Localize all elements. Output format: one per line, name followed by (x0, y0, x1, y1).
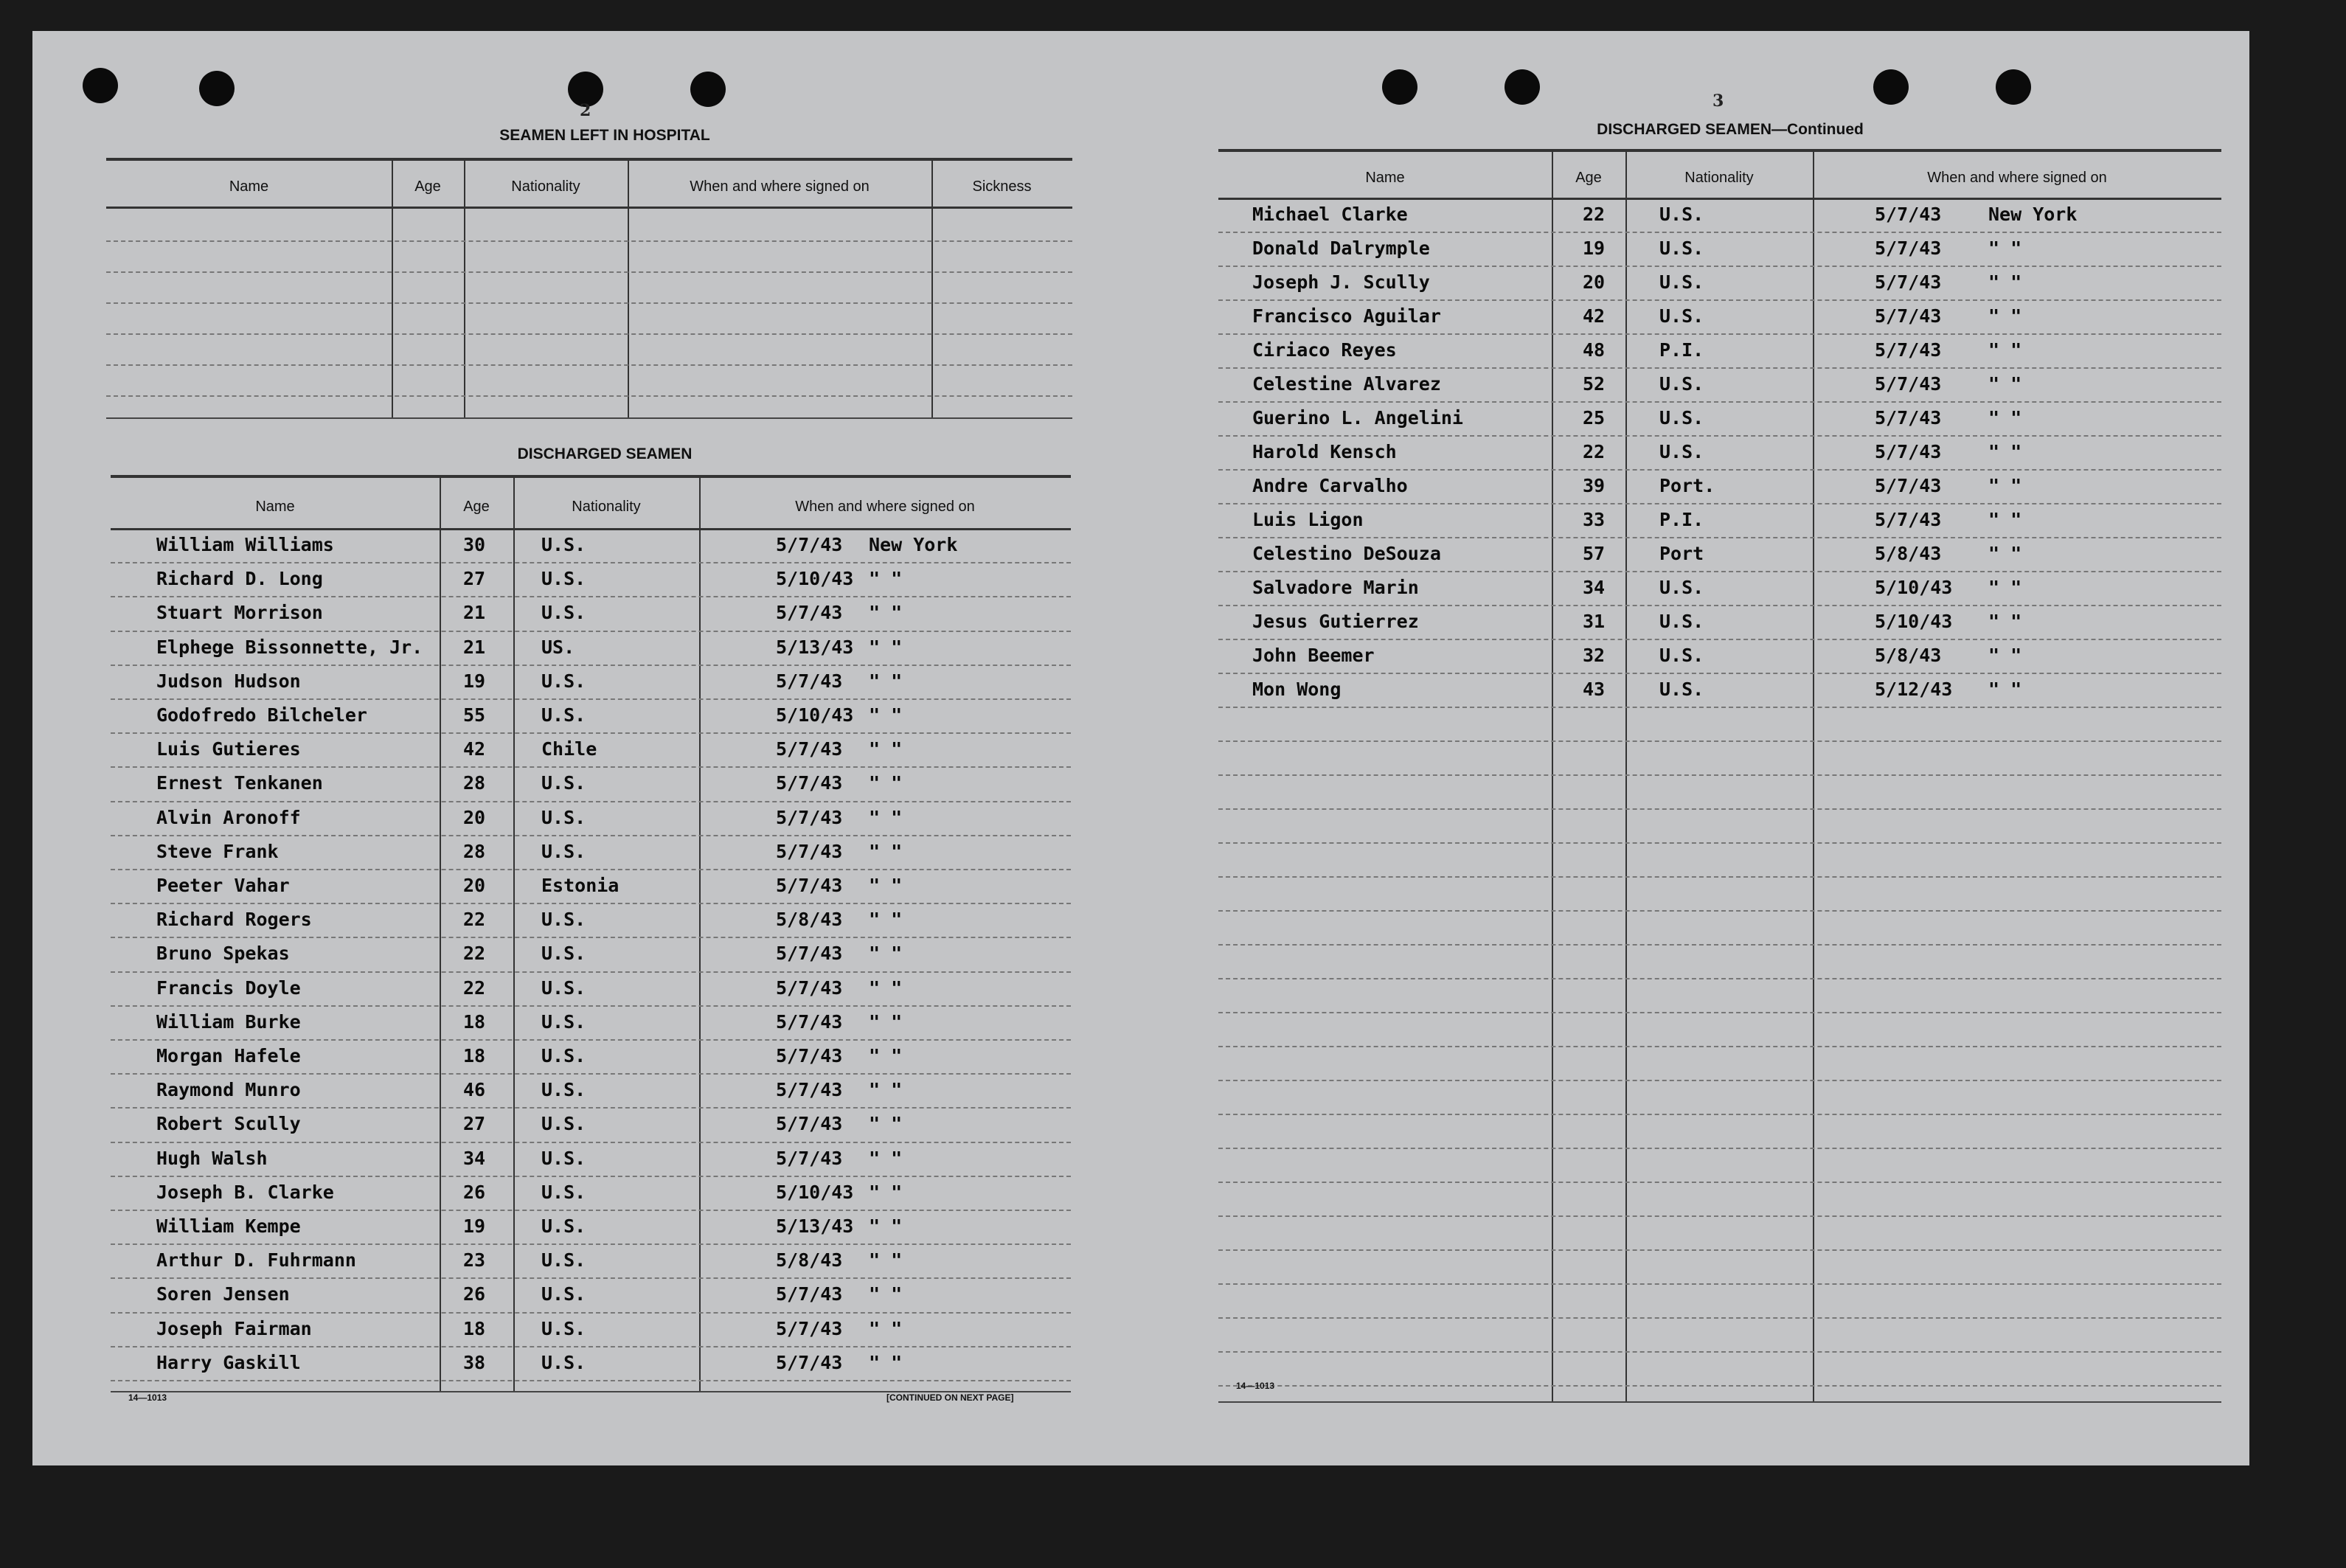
signed-on-date: 5/7/43 (776, 976, 843, 999)
seaman-name: Arthur D. Fuhrmann (156, 1249, 356, 1272)
seaman-name: Donald Dalrymple (1252, 237, 1430, 259)
table-row (111, 1143, 1071, 1177)
seaman-name: William Kempe (156, 1215, 301, 1237)
signed-on-date: 5/10/43 (1875, 577, 1953, 598)
table-row (1218, 572, 2221, 606)
discharged-continued-table (1218, 149, 2221, 1403)
table-row (111, 700, 1071, 734)
seaman-age: 21 (463, 636, 486, 658)
signed-on-place: " " (1988, 611, 2022, 632)
seaman-name: Steve Frank (156, 840, 279, 862)
seaman-age: 23 (463, 1249, 486, 1272)
header-age: Age (1575, 170, 1602, 186)
seaman-age: 55 (463, 704, 486, 726)
table-row (111, 1109, 1071, 1142)
header-name: Name (229, 178, 269, 195)
seaman-age: 48 (1583, 339, 1606, 361)
signed-on-place: " " (869, 602, 903, 624)
seaman-name: Alvin Aronoff (156, 806, 301, 828)
seaman-name: Robert Scully (156, 1113, 301, 1135)
seaman-name: Ciriaco Reyes (1252, 339, 1397, 361)
seaman-name: Peeter Vahar (156, 875, 290, 896)
hospital-table-header (106, 161, 1072, 209)
seaman-name: Stuart Morrison (156, 602, 323, 624)
signed-on-place: " " (869, 1351, 903, 1373)
seaman-name: Celestine Alvarez (1252, 373, 1441, 395)
table-row (111, 1177, 1071, 1211)
signed-on-place: " " (869, 1079, 903, 1101)
signed-on-place: " " (869, 1283, 903, 1305)
table-row (1218, 674, 2221, 708)
header-signed-on: When and where signed on (795, 499, 975, 515)
seaman-age: 26 (463, 1283, 486, 1305)
seaman-name: Mon Wong (1252, 679, 1342, 700)
signed-on-place: " " (1988, 339, 2022, 361)
hospital-table (106, 158, 1072, 419)
signed-on-place: " " (869, 909, 903, 931)
signed-on-place: " " (869, 840, 903, 862)
table-row (111, 904, 1071, 938)
signed-on-place: " " (869, 1010, 903, 1033)
seaman-name: Godofredo Bilcheler (156, 704, 367, 726)
continued-note: [CONTINUED ON NEXT PAGE] (886, 1392, 1014, 1403)
seaman-name: Celestino DeSouza (1252, 543, 1441, 564)
page-number: 2 (580, 101, 591, 120)
seaman-age: 43 (1583, 679, 1606, 700)
signed-on-date: 5/7/43 (776, 602, 843, 624)
seaman-age: 22 (463, 943, 486, 965)
signed-on-place: " " (869, 636, 903, 658)
signed-on-place: " " (1988, 577, 2022, 598)
seaman-age: 22 (463, 909, 486, 931)
seaman-nationality: U.S. (1659, 441, 1704, 462)
seaman-nationality: U.S. (541, 1147, 586, 1169)
header-nationality: Nationality (511, 178, 580, 195)
signed-on-place: " " (1988, 373, 2022, 395)
table-row (1218, 640, 2221, 674)
seaman-name: Andre Carvalho (1252, 475, 1408, 496)
seaman-age: 18 (463, 1317, 486, 1339)
signed-on-date: 5/7/43 (776, 1351, 843, 1373)
signed-on-place: " " (1988, 237, 2022, 259)
signed-on-date: 5/7/43 (776, 670, 843, 692)
signed-on-place: " " (1988, 543, 2022, 564)
seaman-nationality: US. (541, 636, 575, 658)
table-row (1218, 369, 2221, 403)
seaman-age: 33 (1583, 509, 1606, 530)
header-nationality: Nationality (572, 499, 641, 515)
seaman-name: Luis Ligon (1252, 509, 1364, 530)
seaman-name: Harold Kensch (1252, 441, 1397, 462)
seaman-age: 21 (463, 602, 486, 624)
signed-on-date: 5/7/43 (776, 1317, 843, 1339)
signed-on-date: 5/7/43 (776, 1113, 843, 1135)
seaman-nationality: U.S. (1659, 611, 1704, 632)
seaman-nationality: U.S. (1659, 679, 1704, 700)
signed-on-date: 5/13/43 (776, 636, 854, 658)
signed-on-date: 5/8/43 (1875, 645, 1942, 666)
signed-on-place: " " (869, 976, 903, 999)
table-row (111, 802, 1071, 836)
table-row (111, 973, 1071, 1007)
seaman-nationality: U.S. (1659, 577, 1704, 598)
signed-on-date: 5/12/43 (1875, 679, 1953, 700)
punch-hole (1382, 69, 1417, 105)
signed-on-date: 5/7/43 (1875, 305, 1942, 327)
seaman-name: Michael Clarke (1252, 204, 1408, 225)
seaman-name: Joseph Fairman (156, 1317, 312, 1339)
seaman-age: 28 (463, 840, 486, 862)
table-row (111, 597, 1071, 631)
seaman-age: 22 (463, 976, 486, 999)
seaman-age: 34 (463, 1147, 486, 1169)
signed-on-place: " " (869, 1215, 903, 1237)
signed-on-date: 5/7/43 (776, 875, 843, 896)
signed-on-date: 5/7/43 (776, 1045, 843, 1066)
table-row (111, 768, 1071, 802)
header-name: Name (255, 499, 295, 515)
seaman-nationality: U.S. (541, 602, 586, 624)
table-row (111, 1007, 1071, 1041)
table-row (111, 870, 1071, 904)
seaman-nationality: U.S. (541, 1215, 586, 1237)
seaman-age: 57 (1583, 543, 1606, 564)
seaman-age: 42 (463, 738, 486, 760)
seaman-nationality: U.S. (541, 704, 586, 726)
form-number: 14—1013 (128, 1392, 167, 1403)
seaman-nationality: Chile (541, 738, 597, 760)
seaman-nationality: U.S. (541, 1181, 586, 1203)
seaman-age: 22 (1583, 204, 1606, 225)
seaman-nationality: U.S. (541, 1010, 586, 1033)
discharged-table (111, 475, 1071, 1392)
seaman-name: William Burke (156, 1010, 301, 1033)
seaman-name: Jesus Gutierrez (1252, 611, 1419, 632)
signed-on-place: " " (869, 704, 903, 726)
seaman-nationality: U.S. (541, 806, 586, 828)
seaman-nationality: U.S. (541, 568, 586, 590)
punch-hole (199, 71, 235, 106)
page-number: 3 (1712, 91, 1724, 111)
seaman-name: Francisco Aguilar (1252, 305, 1441, 327)
table-row (111, 666, 1071, 700)
signed-on-place: New York (869, 534, 958, 555)
signed-on-place: " " (1988, 509, 2022, 530)
signed-on-date: 5/7/43 (1875, 441, 1942, 462)
section-title-discharged-continued: DISCHARGED SEAMEN—Continued (1597, 121, 1864, 138)
seaman-name: John Beemer (1252, 645, 1375, 666)
signed-on-place: " " (1988, 271, 2022, 293)
table-row (1218, 471, 2221, 504)
signed-on-place: " " (869, 1181, 903, 1203)
table-row (1218, 538, 2221, 572)
signed-on-date: 5/7/43 (1875, 204, 1942, 225)
seaman-age: 28 (463, 772, 486, 794)
signed-on-place: " " (869, 1249, 903, 1272)
seaman-nationality: U.S. (1659, 237, 1704, 259)
seaman-name: Soren Jensen (156, 1283, 290, 1305)
signed-on-place: " " (869, 1317, 903, 1339)
signed-on-place: " " (869, 943, 903, 965)
signed-on-date: 5/7/43 (1875, 509, 1942, 530)
seaman-nationality: U.S. (1659, 373, 1704, 395)
seaman-name: Bruno Spekas (156, 943, 290, 965)
table-row (1218, 504, 2221, 538)
seaman-name: Elphege Bissonnette, Jr. (156, 636, 423, 658)
table-row (111, 530, 1071, 563)
table-row (111, 836, 1071, 870)
section-title-discharged: DISCHARGED SEAMEN (517, 445, 693, 462)
seaman-age: 18 (463, 1045, 486, 1066)
signed-on-date: 5/10/43 (776, 704, 854, 726)
seaman-nationality: U.S. (541, 976, 586, 999)
seaman-nationality: U.S. (541, 943, 586, 965)
table-row (111, 563, 1071, 597)
signed-on-date: 5/8/43 (776, 1249, 843, 1272)
signed-on-place: New York (1988, 204, 2078, 225)
table-row (111, 1245, 1071, 1279)
signed-on-place: " " (869, 806, 903, 828)
seaman-age: 20 (463, 875, 486, 896)
signed-on-date: 5/8/43 (1875, 543, 1942, 564)
signed-on-date: 5/7/43 (776, 1010, 843, 1033)
seaman-age: 34 (1583, 577, 1606, 598)
header-signed-on: When and where signed on (1927, 170, 2107, 186)
table-row (111, 1347, 1071, 1381)
discharged-table-header (111, 478, 1071, 530)
punch-hole (1873, 69, 1909, 105)
seaman-nationality: U.S. (541, 670, 586, 692)
signed-on-date: 5/7/43 (1875, 271, 1942, 293)
punch-hole (1996, 69, 2031, 105)
form-number: 14—1013 (1236, 1381, 1275, 1391)
signed-on-place: " " (869, 875, 903, 896)
seaman-nationality: U.S. (541, 1113, 586, 1135)
seaman-name: Raymond Munro (156, 1079, 301, 1101)
signed-on-date: 5/10/43 (776, 1181, 854, 1203)
seaman-age: 52 (1583, 373, 1606, 395)
document-sheet (32, 31, 2249, 1465)
signed-on-date: 5/13/43 (776, 1215, 854, 1237)
signed-on-place: " " (869, 1045, 903, 1066)
signed-on-date: 5/7/43 (776, 806, 843, 828)
seaman-age: 22 (1583, 441, 1606, 462)
seaman-age: 27 (463, 568, 486, 590)
signed-on-place: " " (1988, 441, 2022, 462)
seaman-nationality: U.S. (1659, 407, 1704, 429)
seaman-nationality: Estonia (541, 875, 620, 896)
seaman-age: 19 (463, 1215, 486, 1237)
signed-on-date: 5/7/43 (776, 1079, 843, 1101)
seaman-name: William Williams (156, 534, 334, 555)
seaman-name: Joseph B. Clarke (156, 1181, 334, 1203)
seaman-age: 46 (463, 1079, 486, 1101)
signed-on-place: " " (1988, 645, 2022, 666)
table-row (1218, 606, 2221, 640)
seaman-nationality: U.S. (541, 1283, 586, 1305)
punch-hole (1505, 69, 1540, 105)
signed-on-place: " " (869, 568, 903, 590)
seaman-nationality: U.S. (541, 534, 586, 555)
signed-on-date: 5/7/43 (1875, 339, 1942, 361)
table-row (111, 1211, 1071, 1245)
header-age: Age (414, 178, 441, 195)
signed-on-place: " " (869, 1113, 903, 1135)
signed-on-place: " " (1988, 305, 2022, 327)
signed-on-date: 5/7/43 (776, 840, 843, 862)
seaman-nationality: Port (1659, 543, 1704, 564)
seaman-name: Harry Gaskill (156, 1351, 301, 1373)
signed-on-place: " " (869, 738, 903, 760)
seaman-nationality: U.S. (1659, 645, 1704, 666)
signed-on-date: 5/8/43 (776, 909, 843, 931)
header-name: Name (1365, 170, 1405, 186)
signed-on-place: " " (1988, 407, 2022, 429)
signed-on-date: 5/7/43 (1875, 475, 1942, 496)
table-row (1218, 437, 2221, 471)
table-row (1218, 267, 2221, 301)
seaman-age: 39 (1583, 475, 1606, 496)
signed-on-date: 5/7/43 (776, 943, 843, 965)
seaman-name: Luis Gutieres (156, 738, 301, 760)
signed-on-date: 5/7/43 (776, 534, 843, 555)
seaman-nationality: U.S. (541, 1317, 586, 1339)
table-row (111, 1075, 1071, 1109)
seaman-age: 31 (1583, 611, 1606, 632)
header-sickness: Sickness (972, 178, 1032, 195)
discharged-continued-table-header (1218, 152, 2221, 200)
seaman-name: Francis Doyle (156, 976, 301, 999)
table-row (111, 1314, 1071, 1347)
signed-on-place: " " (1988, 679, 2022, 700)
seaman-nationality: U.S. (541, 840, 586, 862)
table-row (111, 632, 1071, 666)
table-row (1218, 199, 2221, 233)
signed-on-date: 5/7/43 (776, 772, 843, 794)
seaman-nationality: P.I. (1659, 339, 1704, 361)
seaman-name: Morgan Hafele (156, 1045, 301, 1066)
seaman-name: Richard D. Long (156, 568, 323, 590)
table-row (1218, 233, 2221, 267)
seaman-age: 20 (463, 806, 486, 828)
table-row (1218, 301, 2221, 335)
seaman-name: Hugh Walsh (156, 1147, 268, 1169)
header-age: Age (463, 499, 490, 515)
section-title-hospital: SEAMEN LEFT IN HOSPITAL (499, 127, 710, 144)
table-row (111, 1279, 1071, 1313)
table-row (1218, 335, 2221, 369)
seaman-nationality: U.S. (541, 1079, 586, 1101)
seaman-nationality: U.S. (1659, 305, 1704, 327)
seaman-age: 42 (1583, 305, 1606, 327)
signed-on-place: " " (869, 772, 903, 794)
seaman-nationality: U.S. (541, 1045, 586, 1066)
seaman-name: Joseph J. Scully (1252, 271, 1430, 293)
punch-hole (690, 72, 726, 107)
seaman-nationality: U.S. (541, 1249, 586, 1272)
signed-on-date: 5/7/43 (776, 1283, 843, 1305)
signed-on-date: 5/7/43 (1875, 373, 1942, 395)
seaman-age: 25 (1583, 407, 1606, 429)
seaman-age: 32 (1583, 645, 1606, 666)
seaman-age: 38 (463, 1351, 486, 1373)
signed-on-date: 5/7/43 (1875, 407, 1942, 429)
header-signed-on: When and where signed on (690, 178, 870, 195)
table-row (111, 938, 1071, 972)
punch-hole (83, 68, 118, 103)
seaman-name: Ernest Tenkanen (156, 772, 323, 794)
seaman-name: Salvadore Marin (1252, 577, 1419, 598)
seaman-age: 18 (463, 1010, 486, 1033)
seaman-nationality: U.S. (541, 772, 586, 794)
header-nationality: Nationality (1684, 170, 1754, 186)
table-row (1218, 403, 2221, 437)
seaman-nationality: U.S. (1659, 271, 1704, 293)
signed-on-date: 5/10/43 (776, 568, 854, 590)
signed-on-place: " " (869, 670, 903, 692)
seaman-nationality: Port. (1659, 475, 1715, 496)
seaman-nationality: P.I. (1659, 509, 1704, 530)
signed-on-place: " " (1988, 475, 2022, 496)
signed-on-date: 5/10/43 (1875, 611, 1953, 632)
seaman-age: 27 (463, 1113, 486, 1135)
seaman-age: 30 (463, 534, 486, 555)
seaman-name: Judson Hudson (156, 670, 301, 692)
seaman-nationality: U.S. (1659, 204, 1704, 225)
signed-on-date: 5/7/43 (1875, 237, 1942, 259)
seaman-name: Richard Rogers (156, 909, 312, 931)
seaman-name: Guerino L. Angelini (1252, 407, 1463, 429)
seaman-nationality: U.S. (541, 1351, 586, 1373)
signed-on-date: 5/7/43 (776, 738, 843, 760)
seaman-age: 26 (463, 1181, 486, 1203)
table-row (111, 734, 1071, 768)
seaman-age: 20 (1583, 271, 1606, 293)
table-row (111, 1041, 1071, 1075)
seaman-age: 19 (463, 670, 486, 692)
seaman-nationality: U.S. (541, 909, 586, 931)
signed-on-place: " " (869, 1147, 903, 1169)
signed-on-date: 5/7/43 (776, 1147, 843, 1169)
seaman-age: 19 (1583, 237, 1606, 259)
